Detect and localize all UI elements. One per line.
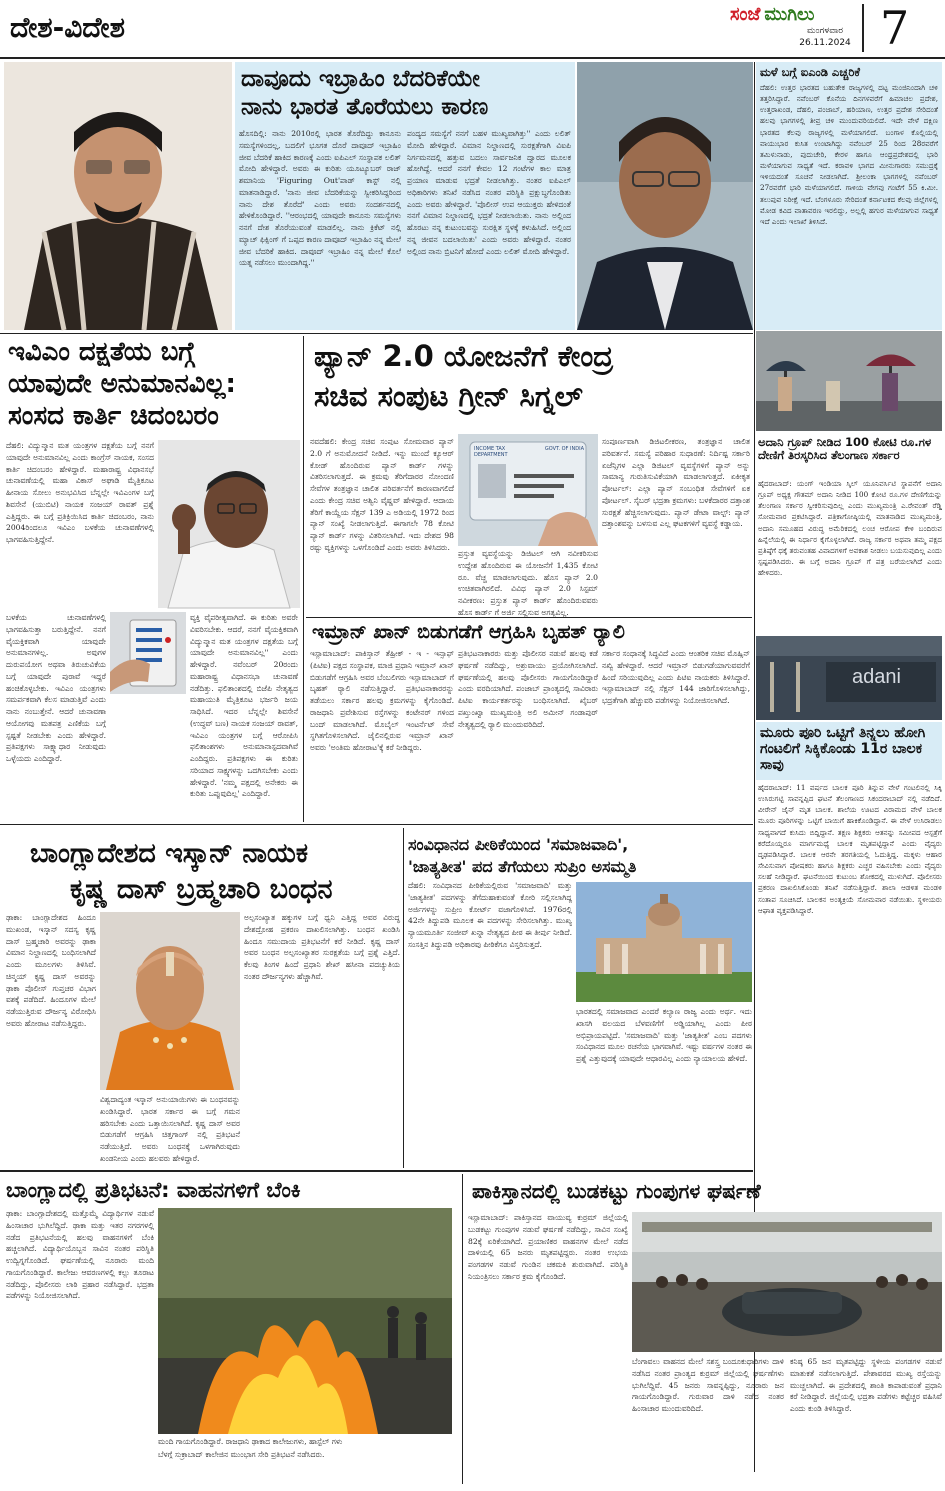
pan-card-govt: GOVT. OF INDIA (544, 446, 584, 452)
imran-col2: ಪ್ರತಿಭಟನಾಕಾರರು ಮತ್ತು ಪೊಲೀಸರ ನಡುವೆ ಹಲವು ಕಡೆ ಘರ್ಷಣೆ ನಡೆದಿದ್ದು, ಅಶ್ರುವಾಯು ಪ್ರಯೋಗಿಸಲಾಗಿದೆ. ಘರ್ಷಣೆಯಲ್ಲಿ ಹಲವು ಪೊಲೀಸರು ಗಾಯಗೊಂಡಿದ್ದಾರೆ ಎಂದು ವರದಿಯಾಗಿದೆ. ಪಂಜಾಬ್ ಪ್ರಾಂತ್ಯದಲ್ಲಿ ಸಾವಿರಾರು ಪಿಟಿಐ ಕಾರ್ಯಕರ್ತರನ್ನು ಬಂಧಿಸಲಾಗಿದೆ. ಖೈಬರ್ ಪಖ್ತುಂಖ್ವಾ ಮುಖ್ಯಮಂತ್ರಿ ಅಲಿ ಅಮೀನ್ ಗಂಡಾಪುರ್ ನೇತೃತ್ವದಲ್ಲಿ ರ‍್ಯಾಲಿ ಮುಂದುವರಿದಿದೆ. (458, 649, 598, 729)
page-number: 7 (880, 1, 910, 55)
evm-headline-l1: ಇವಿಎಂ ದಕ್ಷತೆಯ ಬಗ್ಗೆ (8, 337, 195, 367)
supreme-court-photo (576, 882, 752, 1002)
masthead-divider (862, 4, 864, 52)
rain-story (756, 62, 942, 330)
newspaper-logo (730, 4, 860, 26)
dawood-col2: ಪಂದ್ಯದ ಸಮಸ್ಯೆಗೆ ನನಗೆ ಬಹಳ ಮುಖ್ಯವಾಗಿತ್ತು'' ಎಂದು ಲಲಿತ್ ಮೋದಿ ಹೇಳಿದ್ದಾರೆ. ವಿಮಾನ ನಿಲ್ದಾಣದಲ್ಲಿ ಸುರಕ್ಷತೆಗಾಗಿ ವಿಐಪಿ ನಿರ್ಗಮನದಲ್ಲಿ ಹತ್ತುವ ಬದಲು ಸಾರ್ವಜನಿಕ ದ್ವಾರದ ಮೂಲಕ ಹೋಗಿದ್ದೆ. ಆದರೆ ನನಗೆ ಕೇವಲ 12 ಗಂಟೆಗಳ ಕಾಲ ಮಾತ್ರ ಪ್ರಯಾಣ ಮಾಡುವ ಭದ್ರತೆ ನೀಡಲಾಗಿತ್ತು. ನಂತರ ಐಪಿಎಲ್ ಅಧಿಕಾರಿಗಳು ತನಿಖೆ ನಡೆಸಿದ ನಂತರ ಪರಿಸ್ಥಿತಿ ಪ್ರಕ್ಷುಬ್ಧಗೊಂಡಿತು ಎಂದು ಅವರು ಹೇಳಿದ್ದಾರೆ. 'ಪೊಲೀಸ್ ಉಪ ಆಯುಕ್ತರು ಹೇಳಿದಂತೆ ನನಗೆ ವಿಮಾನ ನಿಲ್ದಾಣದಲ್ಲಿ ಭದ್ರತೆ ನೀಡಲಾಯಿತು. ನಾನು ಅಲ್ಲಿಂದ ಹೊರಟು ನನ್ನ ಕುಟುಂಬವನ್ನು ಸುರಕ್ಷಿತ ಸ್ಥಳಕ್ಕೆ ಕಳುಹಿಸಿದೆ. ಅಲ್ಲಿಂದ ನನ್ನ ಜೀವನ ಬದಲಾಯಿತು' ಎಂದು ಅವರು ಹೇಳಿದ್ದಾರೆ. ನಂತರ ಅಲ್ಲಿಂದ ನಾನು ಬ್ರಿಟನಿಗೆ ಹೋದೆ ಎಂದು ಲಲಿತ್ ಮೋದಿ ಹೇಳಿದ್ದಾರೆ. (407, 129, 571, 256)
pan-headline (310, 338, 752, 430)
pan-headline-l1: ಪ್ಯಾನ್ 2.0 ಯೋಜನೆಗೆ ಕೇಂದ್ರ (314, 339, 614, 373)
rule-imran-top (306, 617, 752, 618)
rain-body: ದೆಹಲಿ: ಉತ್ತರ ಭಾರತದ ಬಹುತೇಕ ರಾಜ್ಯಗಳಲ್ಲಿ ದಟ್ಟ ಮಂಜಿನಿಂದಾಗಿ ಚಳಿ ತತ್ತರಿಸಿದ್ದಾರೆ. ನವೆಂಬರ್ ಕೊನೆಯ ದಿನಗಳವರೆಗೆ ಹಿಮಾಚಲ ಪ್ರದೇಶ, ಉತ್ತರಾಖಂಡ, ದೆಹಲಿ, ಪಂಜಾಬ್, ಹರಿಯಾಣ, ಉತ್ತರ ಪ್ರದೇಶ ಸೇರಿದಂತೆ ಹಲವು ಭಾಗಗಳಲ್ಲಿ ತೀವ್ರ ಚಳಿ ಮುಂದುವರಿಯಲಿದೆ. ಇದೇ ವೇಳೆ ದಕ್ಷಿಣ ಭಾರತದ ಕೆಲವು ರಾಜ್ಯಗಳಲ್ಲಿ ಮಳೆಯಾಗಲಿದೆ. ಬಂಗಾಳ ಕೊಲ್ಲಿಯಲ್ಲಿ ವಾಯುಭಾರ ಕುಸಿತ ಉಂಟಾಗಿದ್ದು ನವೆಂಬರ್ 25 ರಿಂದ 28ರವರೆಗೆ ತಮಿಳುನಾಡು, ಪುದುಚೇರಿ, ಕೇರಳ ಹಾಗೂ ಆಂಧ್ರಪ್ರದೇಶದಲ್ಲಿ ಭಾರಿ ಮಳೆಯಾಗುವ ಸಾಧ್ಯತೆ ಇದೆ. ಕರಾವಳಿ ಭಾಗದ ಮೀನುಗಾರರು ಸಮುದ್ರಕ್ಕೆ ಇಳಿಯದಂತೆ ಸೂಚನೆ ನೀಡಲಾಗಿದೆ. ಶ್ರೀಲಂಕಾ ಭಾಗಗಳಲ್ಲಿ ನವೆಂಬರ್ 27ರವರೆಗೆ ಭಾರಿ ಮಳೆಯಾಗಲಿದೆ. ಗಾಳಿಯ ವೇಗವು ಗಂಟೆಗೆ 55 ಕಿ.ಮೀ. ತಲುಪುವ ನಿರೀಕ್ಷೆ ಇದೆ. ಬೆಂಗಳೂರು ಸೇರಿದಂತೆ ಕರ್ನಾಟಕದ ಕೆಲವು ಜಿಲ್ಲೆಗಳಲ್ಲಿ ಮೋಡ ಕವಿದ ವಾತಾವರಣ ಇರಲಿದ್ದು, ಅಲ್ಲಲ್ಲಿ ಹಗುರ ಮಳೆಯಾಗುವ ಸಾಧ್ಯತೆ ಇದೆ ಎಂದು ಇಲಾಖೆ ತಿಳಿಸಿದೆ. (760, 83, 938, 226)
protest-caption-l1: ಮಂದಿ ಗಾಯಗೊಂಡಿದ್ದಾರೆ. ರಾಜಧಾನಿ ಢಾಕಾದ ಕಾಲೇಜುಗಳು, ಹಾಸ್ಟೆಲ್ ಗಳು (158, 1437, 343, 1446)
pan-card-photo (458, 434, 598, 546)
gangs-col1: ಇಸ್ಲಾಮಾಬಾದ್: ಪಾಕಿಸ್ತಾನದ ವಾಯುವ್ಯ ಕುರ್ರಮ್ ಜಿಲ್ಲೆಯಲ್ಲಿ ಬುಡಕಟ್ಟು ಗುಂಪುಗಳ ನಡುವೆ ಘರ್ಷಣೆ ನಡೆದಿದ್ದು, ಸಾವಿನ ಸಂಖ್ಯೆ 82ಕ್ಕೆ ಏರಿಕೆಯಾಗಿದೆ. ಪ್ರಯಾಣಿಕರ ವಾಹನಗಳ ಮೇಲೆ ನಡೆದ ದಾಳಿಯಲ್ಲಿ 65 ಜನರು ಮೃತಪಟ್ಟಿದ್ದರು. ನಂತರ ಉಭಯ ಪಂಗಡಗಳ ನಡುವೆ ಗುಂಡಿನ ಚಕಮಕಿ ಶುರುವಾಗಿದೆ. ಪರಿಸ್ಥಿತಿ ನಿಯಂತ್ರಿಸಲು ಸರ್ಕಾರ ಕ್ರಮ ಕೈಗೊಂಡಿದೆ. (468, 1213, 628, 1281)
masthead (0, 0, 945, 58)
rule-iskcon-top (0, 824, 753, 825)
pan-col3: ಸಂಪೂರ್ಣವಾಗಿ ಡಿಜಿಟಲೀಕರಣ, ತಂತ್ರಜ್ಞಾನ ಚಾಲಿತ ಪರಿವರ್ತನೆ. ಸಮಸ್ಯೆ ಪರಿಹಾರ ಸುಧಾರಣೆ: ನಿರ್ದಿಷ್ಟ ಸರ್ಕಾರಿ ಏಜೆನ್ಸಿಗಳ ಎಲ್ಲಾ ಡಿಜಿಟಲ್ ವ್ಯವಸ್ಥೆಗಳಿಗೆ ಪ್ಯಾನ್ ಅನ್ನು ಸಾಮಾನ್ಯ ಗುರುತಿಸುವಿಕೆಯಾಗಿ ಮಾಡಲಾಗುತ್ತದೆ. ಏಕೀಕೃತ ಪೋರ್ಟಲ್: ಎಲ್ಲಾ ಪ್ಯಾನ್ ಸಂಬಂಧಿತ ಸೇವೆಗಳಿಗೆ ಏಕ ಪೋರ್ಟಲ್. ಸೈಬರ್ ಭದ್ರತಾ ಕ್ರಮಗಳು: ಬಳಕೆದಾರರ ದತ್ತಾಂಶ ಸುರಕ್ಷತೆ ಹೆಚ್ಚಿಸಲಾಗುವುದು. ಪ್ಯಾನ್ ಡೇಟಾ ವಾಲ್ಟ್: ಪ್ಯಾನ್ ದತ್ತಾಂಶವನ್ನು ಬಳಸುವ ಎಲ್ಲ ಘಟಕಗಳಿಗೆ ವ್ಯವಸ್ಥೆ ಕಡ್ಡಾಯ. (602, 437, 750, 529)
evm-right-col: ವ್ಯಕ್ತಿ ವೈಪರೀತ್ಯವಾಗಿದೆ. ಈ ಕುರಿತು ಅವರೇ ವಿವರಿಸಬೇಕು. ಆದರೆ, ನನಗೆ ವೈಯಕ್ತಿಕವಾಗಿ ವಿದ್ಯುನ್ಮಾನ ಮತ ಯಂತ್ರಗಳ ದಕ್ಷತೆಯ ಬಗ್ಗೆ ಯಾವುದೇ ಅನುಮಾನವಿಲ್ಲ'' ಎಂದು ಹೇಳಿದ್ದಾರೆ. ನವೆಂಬರ್ 20ರಂದು ಮಹಾರಾಷ್ಟ್ರ ವಿಧಾನಸಭಾ ಚುನಾವಣೆ ನಡೆದಿತ್ತು. ಫಲಿತಾಂಶದಲ್ಲಿ ಬಿಜೆಪಿ ನೇತೃತ್ವದ ಮಹಾಯುತಿ ಮೈತ್ರಿಕೂಟ ಭರ್ಜರಿ ಜಯ ಸಾಧಿಸಿದೆ. ಇದರ ಬೆನ್ನಲ್ಲೇ ಶಿವಸೇನೆ (ಉದ್ಧವ್ ಬಣ) ನಾಯಕ ಸಂಜಯ್ ರಾವತ್, ಇವಿಎಂ ಯಂತ್ರಗಳ ಬಗ್ಗೆ ಆರೋಪಿಸಿ ಫಲಿತಾಂಶಗಳು ಅನುಮಾನಾಸ್ಪದವಾಗಿವೆ ಎಂದಿದ್ದರು. ಪ್ರತಿಪಕ್ಷಗಳು ಈ ಕುರಿತು ಸರಿಯಾದ ಸಾಕ್ಷ್ಯಗಳನ್ನು ಒದಗಿಸಬೇಕು ಎಂದು ಹೇಳಿದ್ದಾರೆ. 'ನಮ್ಮ ಪಕ್ಷದಲ್ಲಿ ಅನೇಕರು ಈ ಕುರಿತು ಒಪ್ಪುವುದಿಲ್ಲ' ಎಂದಿದ್ದಾರೆ. (190, 613, 299, 799)
evm-machine-photo (110, 612, 186, 694)
pan-headline-l2: ಸಚಿವ ಸಂಪುಟ ಗ್ರೀನ್ ಸಿಗ್ನಲ್ (314, 379, 583, 413)
logo-part-a: ಸಂಜೆ (730, 4, 761, 25)
protest-fire-photo (158, 1208, 452, 1434)
sc-headline-l2: 'ಜಾತ್ಯತೀತ' ಪದ ತೆಗೆಯಲು ಸುಪ್ರಿಂ ಅಸಮ್ಮತಿ (408, 857, 637, 876)
dawood-headline-l2: ನಾನು ಭಾರತ ತೊರೆಯಲು ಕಾರಣ (241, 94, 489, 120)
krishna-das-photo (100, 912, 240, 1090)
dawood-photo (4, 62, 232, 330)
adani-sign: adani (852, 666, 901, 688)
imran-headline: ಇಮ್ರಾನ್ ಖಾನ್ ಬಿಡುಗಡೆಗೆ ಆಗ್ರಹಿಸಿ ಬೃಹತ್ ರ‍್ಯಾಲಿ (312, 621, 625, 643)
dawood-col1: ಹೊಸದಿಲ್ಲಿ: ನಾನು 2010ರಲ್ಲಿ ಭಾರತ ತೊರೆದಿದ್ದು ಕಾನೂನು ಸಮಸ್ಯೆಗಳಿಂದಲ್ಲ, ಬದಲಿಗೆ ಭೂಗತ ದೊರೆ ದಾವೂದ್ ಇಬ್ರಾಹಿಂ ಜೀವ ಬೆದರಿಕೆ ಹಾಕಿದ ಕಾರಣಕ್ಕೆ ಎಂದು ಐಪಿಎಲ್ ಸಂಸ್ಥಾಪಕ ಲಲಿತ್ ಮೋದಿ ಹೇಳಿದ್ದಾರೆ. ಅವರು ಈ ಕುರಿತು ಯೂಟ್ಯೂಬರ್ ರಾಜ್ ಶಮಾನಿಯ 'Figuring Out'ಪಾಡ್ ಕಾಸ್ಟ್ ನಲ್ಲಿ ಮಾತನಾಡಿದ್ದಾರೆ. 'ನಾನು ಜೀವ ಬೆದರಿಕೆಯನ್ನು ಸ್ವೀಕರಿಸಿದ್ದರಿಂದ ನಾನು ದೇಶ ತೊರೆದೆ' ಎಂದು ಅವರು ಸಂದರ್ಶನದಲ್ಲಿ ಹೇಳಿಕೊಂಡಿದ್ದಾರೆ. ''ಆರಂಭದಲ್ಲಿ ಯಾವುದೇ ಕಾನೂನು ಸಮಸ್ಯೆಗಳು ನನಗೆ ದೇಶ ತೊರೆಯುವಂತೆ ಮಾಡಲಿಲ್ಲ. ನಾನು ಕ್ರಿಕೆಟ್ ನಲ್ಲಿ ಮ್ಯಾಚ್ ಫಿಕ್ಸಿಂಗ್ ಗೆ ಒಪ್ಪದ ಕಾರಣ ದಾವೂದ್ ಇಬ್ರಾಹಿಂ ನನ್ನ ಮೇಲೆ ಜೀವ ಬೆದರಿಕೆ ಹಾಕಿದ. ದಾವೂದ್ ಇಬ್ರಾಹಿಂ ನನ್ನ ಮೇಲೆ ಕೊಲೆ ಯತ್ನ ನಡೆಸಲು ಮುಂದಾಗಿದ್ದ.'' (239, 129, 401, 268)
iskcon-headline-l1: ಬಾಂಗ್ಲಾದೇಶದ ಇಸ್ಕಾನ್ ನಾಯಕ (30, 838, 308, 869)
boy-headline: ಮೂರು ಪೂರಿ ಒಟ್ಟಿಗೆ ತಿನ್ನಲು ಹೋಗಿ ಗಂಟಲಿಗೆ ಸಿಕ್ಕಿಕೊಂಡು 11ರ ಬಾಲಕ ಸಾವು (756, 722, 942, 780)
rule-evm-top (0, 333, 753, 334)
protest-caption-l2: ಬೆಳಗ್ಗೆ ಸುಕ್ರಾಬಾದ್ ಕಾಲೇಜಿನ ಮುಂಭಾಗ ಸೇರಿ ಪ್ರತಿಭಟನೆ ನಡೆಸಿದರು. (158, 1450, 325, 1459)
issue-day: ಮಂಗಳವಾರ (806, 26, 844, 36)
gangs-col3: ಕನಿಷ್ಠ 65 ಜನ ಮೃತಪಟ್ಟಿದ್ದು ಸ್ಥಳೀಯ ಪಂಗಡಗಳ ನಡುವೆ ಮಾತುಕತೆ ನಡೆಸಲಾಗುತ್ತಿದೆ. ಪೇಶಾವರದ ಮುಖ್ಯ ರಸ್ತೆಯನ್ನು ಮುಚ್ಚಲಾಗಿದೆ. ಈ ಪ್ರದೇಶದಲ್ಲಿ ಶಾಂತಿ ಕಾಪಾಡುವಂತೆ ಪ್ರಧಾನಿ ಕರೆ ನೀಡಿದ್ದಾರೆ. ಜಿಲ್ಲೆಯಲ್ಲಿ ಭದ್ರತಾ ಪಡೆಗಳು ಕಟ್ಟೆಚ್ಚರ ವಹಿಸಿವೆ ಎಂದು ಕುಂಡಿ ತಿಳಿಸಿದ್ದಾರೆ. (790, 1357, 942, 1414)
gangs-headline: ಪಾಕಿಸ್ತಾನದಲ್ಲಿ ಬುಡಕಟ್ಟು ಗುಂಪುಗಳ ಘರ್ಷಣೆ (472, 1179, 761, 1203)
iskcon-col3: ವಿಶ್ವದಾದ್ಯಂತ ಇಸ್ಕಾನ್ ಅನುಯಾಯಿಗಳು ಈ ಬಂಧನವನ್ನು ಖಂಡಿಸಿದ್ದಾರೆ. ಭಾರತ ಸರ್ಕಾರ ಈ ಬಗ್ಗೆ ಗಮನ ಹರಿಸಬೇಕು ಎಂದು ಒತ್ತಾಯಿಸಲಾಗಿದೆ. ಕೃಷ್ಣ ದಾಸ್ ಅವರ ಬಿಡುಗಡೆಗೆ ಆಗ್ರಹಿಸಿ ಚಿತ್ತಗಾಂಗ್ ನಲ್ಲಿ ಪ್ರತಿಭಟನೆ ನಡೆಯುತ್ತಿದೆ. ಅವರು ಬಂಧನಕ್ಕೆ ಒಳಗಾಗಿರುವುದು ಖಂಡನೀಯ ಎಂದು ಹಲವರು ಹೇಳಿದ್ದಾರೆ. (100, 1095, 240, 1163)
logo-part-b: ಮುಗಿಲು (764, 4, 815, 25)
rain-headline: ಮಳೆ ಬಗ್ಗೆ ಐಎಂಡಿ ಎಚ್ಚರಿಕೆ (760, 65, 861, 79)
section-title: ದೇಶ-ವಿದೇಶ (10, 11, 125, 44)
sc-col2: ಭಾರತದಲ್ಲಿ ಸಮಾಜವಾದ ಎಂದರೆ ಕಲ್ಯಾಣ ರಾಜ್ಯ ಎಂದು ಅರ್ಥ. ಇದು ಖಾಸಗಿ ವಲಯದ ಬೆಳವಣಿಗೆಗೆ ಅಡ್ಡಿಯಾಗಿಲ್ಲ ಎಂದು ಪೀಠ ಅಭಿಪ್ರಾಯಪಟ್ಟಿದೆ. 'ಸಮಾಜವಾದಿ' ಮತ್ತು 'ಜಾತ್ಯತೀತ' ಎಂಬ ಪದಗಳು ಸಂವಿಧಾನದ ಮೂಲ ರಚನೆಯ ಭಾಗವಾಗಿವೆ. ಇಷ್ಟು ವರ್ಷಗಳ ನಂತರ ಈ ಪ್ರಶ್ನೆ ಎತ್ತುವುದಕ್ಕೆ ಯಾವುದೇ ಆಧಾರವಿಲ್ಲ ಎಂದು ನ್ಯಾಯಾಲಯ ಹೇಳಿದೆ. (576, 1007, 752, 1064)
issue-date: 26.11.2024 (799, 38, 851, 48)
iskcon-headline-l2: ಕೃಷ್ಣ ದಾಸ್ ಬ್ರಹ್ಮಚಾರಿ ಬಂಧನ (70, 874, 333, 905)
dawood-headline-l1: ದಾವೂದು ಇಬ್ರಾಹಿಂ ಬೆದರಿಕೆಯೇ (241, 66, 480, 92)
iskcon-col2: ಅಲ್ಪಸಂಖ್ಯಾತ ಹಕ್ಕುಗಳ ಬಗ್ಗೆ ಧ್ವನಿ ಎತ್ತಿದ್ದ ಅವರ ವಿರುದ್ಧ ದೇಶದ್ರೋಹ ಪ್ರಕರಣ ದಾಖಲಿಸಲಾಗಿತ್ತು. ಬಂಧನ ಖಂಡಿಸಿ ಹಿಂದೂ ಸಮುದಾಯ ಪ್ರತಿಭಟನೆಗೆ ಕರೆ ನೀಡಿದೆ. ಕೃಷ್ಣ ದಾಸ್ ಅವರ ಬಂಧನ ಅಲ್ಪಸಂಖ್ಯಾತರ ಸುರಕ್ಷತೆಯ ಬಗ್ಗೆ ಪ್ರಶ್ನೆ ಎತ್ತಿದೆ. ಕೆಲವು ತಿಂಗಳ ಹಿಂದೆ ಪ್ರಧಾನಿ ಶೇಖ್ ಹಸೀನಾ ಪದಚ್ಯುತಿಯ ನಂತರ ದೌರ್ಜನ್ಯಗಳು ಹೆಚ್ಚಾಗಿವೆ. (244, 913, 400, 981)
protest-headline: ಬಾಂಗ್ಲಾದಲ್ಲಿ ಪ್ರತಿಭಟನೆ: ವಾಹನಗಳಿಗೆ ಬೆಂಕಿ (6, 1178, 301, 1202)
imran-col1: ಇಸ್ಲಾಮಾಬಾದ್: ಪಾಕಿಸ್ತಾನ್ ತೆಹ್ರೀಕ್ - ಇ - ಇನ್ಸಾಫ್ (ಪಿಟಿಐ) ಪಕ್ಷದ ಸಂಸ್ಥಾಪಕ, ಮಾಜಿ ಪ್ರಧಾನಿ ಇಮ್ರಾನ್ ಖಾನ್ ಬಿಡುಗಡೆಗೆ ಆಗ್ರಹಿಸಿ ಅವರ ಬೆಂಬಲಿಗರು ಇಸ್ಲಾಮಾಬಾದ್ ಗೆ ಬೃಹತ್ ರ‍್ಯಾಲಿ ನಡೆಸುತ್ತಿದ್ದಾರೆ. ಪ್ರತಿಭಟನಾಕಾರರನ್ನು ತಡೆಯಲು ಸರ್ಕಾರ ಹಲವು ಕ್ರಮಗಳನ್ನು ಕೈಗೊಂಡಿದೆ. ರಾಜಧಾನಿ ಪ್ರವೇಶಿಸುವ ರಸ್ತೆಗಳನ್ನು ಕಂಟೇನರ್ ಗಳಿಂದ ಬಂದ್ ಮಾಡಲಾಗಿದೆ. ಮೊಬೈಲ್ ಇಂಟರ್ನೆಟ್ ಸೇವೆ ಸ್ಥಗಿತಗೊಳಿಸಲಾಗಿದೆ. ಜೈಲಿನಲ್ಲಿರುವ ಇಮ್ರಾನ್ ಖಾನ್ ಅವರು 'ಅಂತಿಮ ಹೋರಾಟ'ಕ್ಕೆ ಕರೆ ನೀಡಿದ್ದರು. (310, 649, 454, 753)
boy-body: ಹೈದರಾಬಾದ್: 11 ವರ್ಷದ ಬಾಲಕ ಪೂರಿ ತಿನ್ನುವ ವೇಳೆ ಗಂಟಲಿನಲ್ಲಿ ಸಿಕ್ಕಿ ಉಸಿರುಗಟ್ಟಿ ಸಾವನ್ನಪ್ಪಿದ ಘಟನೆ ತೆಲಂಗಾಣದ ಸಿಕಂದರಾಬಾದ್ ನಲ್ಲಿ ನಡೆದಿದೆ. ವೀರೇನ್ ಜೈನ್ ಮೃತ ಬಾಲಕ. ಶಾಲೆಯ ಊಟದ ವಿರಾಮದ ವೇಳೆ ಬಾಲಕ ಮೂರು ಪೂರಿಗಳನ್ನು ಒಟ್ಟಿಗೆ ಬಾಯಿಗೆ ಹಾಕಿಕೊಂಡಿದ್ದಾನೆ. ಈ ವೇಳೆ ಉಸಿರಾಡಲು ಸಾಧ್ಯವಾಗದೆ ಕುಸಿದು ಬಿದ್ದಿದ್ದಾನೆ. ತಕ್ಷಣ ಶಿಕ್ಷಕರು ಆತನನ್ನು ಸಮೀಪದ ಆಸ್ಪತ್ರೆಗೆ ಕರೆದೊಯ್ದರೂ ಮಾರ್ಗಮಧ್ಯೆ ಬಾಲಕ ಮೃತಪಟ್ಟಿದ್ದಾನೆ ಎಂದು ವೈದ್ಯರು ದೃಢಪಡಿಸಿದ್ದಾರೆ. ಬಾಲಕ ಆರನೇ ತರಗತಿಯಲ್ಲಿ ಓದುತ್ತಿದ್ದ. ಮಕ್ಕಳು ಆಹಾರ ಸೇವಿಸುವಾಗ ಪೋಷಕರು ಹಾಗೂ ಶಿಕ್ಷಕರು ಎಚ್ಚರ ವಹಿಸಬೇಕು ಎಂದು ವೈದ್ಯರು ಸಲಹೆ ನೀಡಿದ್ದಾರೆ. ಘಟನೆಯಿಂದ ಕುಟುಂಬ ಶೋಕದಲ್ಲಿ ಮುಳುಗಿದೆ. ಪೊಲೀಸರು ಪ್ರಕರಣ ದಾಖಲಿಸಿಕೊಂಡು ತನಿಖೆ ನಡೆಸುತ್ತಿದ್ದಾರೆ. ಶಾಲಾ ಆಡಳಿತ ಮಂಡಳಿ ಸಂತಾಪ ಸೂಚಿಸಿದೆ. ಬಾಲಕನ ಅಂತ್ಯಕ್ರಿಯೆ ಸೋಮವಾರ ನಡೆಯಿತು. ಸ್ಥಳೀಯರು ಆಘಾತ ವ್ಯಕ್ತಪಡಿಸಿದ್ದಾರೆ. (758, 783, 942, 915)
gangs-col2: ಬೆಂಗಾವಲು ವಾಹನದ ಮೇಲೆ ಸಶಸ್ತ್ರ ಬಂದೂಕುಧಾರಿಗಳು ದಾಳಿ ನಡೆಸಿದ ನಂತರ ಪ್ರಾಂತ್ಯದ ಕುರ್ರಮ್ ಜಿಲ್ಲೆಯಲ್ಲಿ ಘರ್ಷಣೆಗಳು ಭುಗಿಲೆದ್ದಿವೆ. 45 ಜನರು ಸಾವನ್ನಪ್ಪಿದ್ದು, ನೂರಾರು ಜನ ಗಾಯಗೊಂಡಿದ್ದಾರೆ. ಗುರುವಾರ ದಾಳಿ ನಡೆದ ನಂತರ ಹಿಂಸಾಚಾರ ಮುಂದುವರಿದಿದೆ. (632, 1357, 784, 1414)
evm-headline-l2: ಯಾವುದೇ ಅನುಮಾನವಿಲ್ಲ: (8, 369, 236, 399)
karti-photo (158, 440, 300, 608)
evm-headline-l3: ಸಂಸದ ಕಾರ್ತಿ ಚಿದಂಬರಂ (8, 401, 219, 431)
iskcon-col1: ಢಾಕಾ: ಬಾಂಗ್ಲಾದೇಶದ ಹಿಂದೂ ಮುಖಂಡ, ಇಸ್ಕಾನ್ ಸದಸ್ಯ ಕೃಷ್ಣ ದಾಸ್ ಬ್ರಹ್ಮಚಾರಿ ಅವರನ್ನು ಢಾಕಾ ವಿಮಾನ ನಿಲ್ದಾಣದಲ್ಲಿ ಬಂಧಿಸಲಾಗಿದೆ ಎಂದು ಮೂಲಗಳು ತಿಳಿಸಿವೆ. ಚಿನ್ಮಯ್ ಕೃಷ್ಣ ದಾಸ್ ಅವರನ್ನು ಢಾಕಾ ಪೊಲೀಸ್ ಗುಪ್ತಚರ ವಿಭಾಗ ವಶಕ್ಕೆ ಪಡೆದಿದೆ. ಹಿಂದೂಗಳ ಮೇಲೆ ನಡೆಯುತ್ತಿರುವ ದೌರ್ಜನ್ಯ ವಿರೋಧಿಸಿ ಅವರು ಹೋರಾಟ ನಡೆಸುತ್ತಿದ್ದರು. (6, 913, 96, 1028)
gangs-crowd-photo (632, 1212, 942, 1352)
masthead-rule (0, 57, 945, 59)
adani-body: ಹೈದರಾಬಾದ್: ಯಂಗ್ ಇಂಡಿಯಾ ಸ್ಕಿಲ್ ಯೂನಿವರ್ಸಿಟಿ ಸ್ಥಾಪನೆಗೆ ಅದಾನಿ ಗ್ರೂಪ್ ಅಧ್ಯಕ್ಷ ಗೌತಮ್ ಅದಾನಿ ನೀಡಿದ 100 ಕೋಟಿ ರೂ.ಗಳ ದೇಣಿಗೆಯನ್ನು ತೆಲಂಗಾಣ ಸರ್ಕಾರ ಸ್ವೀಕರಿಸುವುದಿಲ್ಲ ಎಂದು ಮುಖ್ಯಮಂತ್ರಿ ಎ.ರೇವಂತ್ ರೆಡ್ಡಿ ಸೋಮವಾರ ಪ್ರಕಟಿಸಿದ್ದಾರೆ. ಪತ್ರಿಕಾಗೋಷ್ಠಿಯಲ್ಲಿ ಮಾತನಾಡಿದ ಮುಖ್ಯಮಂತ್ರಿ, ಅದಾನಿ ಸಮೂಹದ ವಿರುದ್ಧ ಅಮೆರಿಕದಲ್ಲಿ ಲಂಚ ಆರೋಪ ಕೇಳಿ ಬಂದಿರುವ ಹಿನ್ನೆಲೆಯಲ್ಲಿ ಈ ನಿರ್ಧಾರ ಕೈಗೊಳ್ಳಲಾಗಿದೆ. ರಾಜ್ಯ ಸರ್ಕಾರ ಅಥವಾ ತಮ್ಮ ಪಕ್ಷದ ಪ್ರತಿಷ್ಠೆಗೆ ಧಕ್ಕೆ ತರುವಂತಹ ವಿವಾದಗಳಿಗೆ ಅವಕಾಶ ನೀಡಲು ಬಯಸುವುದಿಲ್ಲ ಎಂದು ಸ್ಪಷ್ಟಪಡಿಸಿದರು. ಈ ಬಗ್ಗೆ ಅದಾನಿ ಗ್ರೂಪ್ ಗೆ ಪತ್ರ ಬರೆಯಲಾಗಿದೆ ಎಂದು ಹೇಳಿದರು. (758, 479, 942, 578)
rule-evm-pan (303, 336, 304, 822)
evm-headline (4, 338, 300, 438)
protest-col1: ಢಾಕಾ: ಬಾಂಗ್ಲಾದೇಶದಲ್ಲಿ ಮತ್ತೊಮ್ಮೆ ವಿದ್ಯಾರ್ಥಿಗಳ ನಡುವೆ ಹಿಂಸಾಚಾರ ಭುಗಿಲೆದ್ದಿದೆ. ಢಾಕಾ ಮತ್ತು ಇತರ ನಗರಗಳಲ್ಲಿ ನಡೆದ ಪ್ರತಿಭಟನೆಯಲ್ಲಿ ಹಲವು ವಾಹನಗಳಿಗೆ ಬೆಂಕಿ ಹಚ್ಚಲಾಗಿದೆ. ವಿದ್ಯಾರ್ಥಿಯೊಬ್ಬನ ಸಾವಿನ ನಂತರ ಪರಿಸ್ಥಿತಿ ಉದ್ವಿಗ್ನಗೊಂಡಿದೆ. ಘರ್ಷಣೆಯಲ್ಲಿ ನೂರಾರು ಮಂದಿ ಗಾಯಗೊಂಡಿದ್ದಾರೆ. ಕಾಲೇಜು ಆವರಣಗಳಲ್ಲಿ ಕಲ್ಲು ತೂರಾಟ ನಡೆದಿದ್ದು, ಪೊಲೀಸರು ಲಾಠಿ ಪ್ರಹಾರ ನಡೆಸಿದ್ದಾರೆ. ಭದ್ರತಾ ಪಡೆಗಳನ್ನು ನಿಯೋಜಿಸಲಾಗಿದೆ. (6, 1209, 154, 1301)
adani-headline: ಅದಾನಿ ಗ್ರೂಪ್ ನೀಡಿದ 100 ಕೋಟಿ ರೂ.ಗಳ ದೇಣಿಗೆ ತಿರಸ್ಕರಿಸಿದ ತೆಲಂಗಾಣ ಸರ್ಕಾರ (758, 435, 932, 463)
sc-col1: ದೆಹಲಿ: ಸಂವಿಧಾನದ ಪೀಠಿಕೆಯಲ್ಲಿರುವ 'ಸಮಾಜವಾದಿ' ಮತ್ತು 'ಜಾತ್ಯತೀತ' ಪದಗಳನ್ನು ತೆಗೆದುಹಾಕುವಂತೆ ಕೋರಿ ಸಲ್ಲಿಸಲಾಗಿದ್ದ ಅರ್ಜಿಗಳನ್ನು ಸುಪ್ರೀಂ ಕೋರ್ಟ್ ವಜಾಗೊಳಿಸಿದೆ. 1976ರಲ್ಲಿ 42ನೇ ತಿದ್ದುಪಡಿ ಮೂಲಕ ಈ ಪದಗಳನ್ನು ಸೇರಿಸಲಾಗಿತ್ತು. ಮುಖ್ಯ ನ್ಯಾಯಮೂರ್ತಿ ಸಂಜೀವ್ ಖನ್ನಾ ನೇತೃತ್ವದ ಪೀಠ ಈ ತೀರ್ಪು ನೀಡಿದೆ. ಸಂಸತ್ತಿನ ತಿದ್ದುಪಡಿ ಅಧಿಕಾರವು ಪೀಠಿಕೆಗೂ ವಿಸ್ತರಿಸುತ್ತದೆ. (408, 881, 572, 949)
pan-col1: ನವದೆಹಲಿ: ಕೇಂದ್ರ ಸಚಿವ ಸಂಪುಟ ಸೋಮವಾರ ಪ್ಯಾನ್ 2.0 ಗೆ ಅನುಮೋದನೆ ನೀಡಿದೆ. ಇನ್ನು ಮುಂದೆ ಕ್ಯೂಆರ್ ಕೋಡ್ ಹೊಂದಿರುವ ಪ್ಯಾನ್ ಕಾರ್ಡ್ ಗಳನ್ನು ವಿತರಿಸಲಾಗುತ್ತದೆ. ಈ ಕ್ರಮವು ತೆರಿಗೆದಾರರ ನೋಂದಣಿ ಸೇವೆಗಳ ತಂತ್ರಜ್ಞಾನ ಚಾಲಿತ ಪರಿವರ್ತನೆಗೆ ಕಾರಣವಾಗಲಿದೆ ಎಂದು ಕೇಂದ್ರ ಸಚಿವ ಅಶ್ವಿನಿ ವೈಷ್ಣವ್ ಹೇಳಿದ್ದಾರೆ. ಆದಾಯ ತೆರಿಗೆ ಕಾಯ್ದೆಯ ಸೆಕ್ಷನ್ 139 ಎ ಅಡಿಯಲ್ಲಿ 1972 ರಿಂದ ಪ್ಯಾನ್ ಸಂಖ್ಯೆ ನೀಡಲಾಗುತ್ತಿದೆ. ಈಗಾಗಲೇ 78 ಕೋಟಿ ಪ್ಯಾನ್ ಕಾರ್ಡ್ ಗಳನ್ನು ವಿತರಿಸಲಾಗಿದೆ. ಇದು ದೇಶದ 98 ರಷ್ಟು ವ್ಯಕ್ತಿಗಳನ್ನು ಒಳಗೊಂಡಿದೆ ಎಂದು ಅವರು ತಿಳಿಸಿದರು. (310, 437, 454, 552)
rule-iskcon-sc (403, 828, 404, 1168)
rule-protest-gangs (462, 1174, 463, 1484)
rain-photo (756, 331, 942, 431)
evm-intro: ದೆಹಲಿ: ವಿದ್ಯುನ್ಮಾನ ಮತ ಯಂತ್ರಗಳ ದಕ್ಷತೆಯ ಬಗ್ಗೆ ನನಗೆ ಯಾವುದೇ ಅನುಮಾನವಿಲ್ಲ ಎಂದು ಕಾಂಗ್ರೆಸ್ ನಾಯಕ, ಸಂಸದ ಕಾರ್ತಿ ಚಿದಂಬರಂ ಹೇಳಿದ್ದಾರೆ. ಮಹಾರಾಷ್ಟ್ರ ವಿಧಾನಸಭೆ ಚುನಾವಣೆಯಲ್ಲಿ ಮಹಾ ವಿಕಾಸ್ ಅಘಾಡಿ ಮೈತ್ರಿಕೂಟ ಹೀನಾಯ ಸೋಲು ಅನುಭವಿಸಿದ ಬೆನ್ನಲ್ಲೇ ಇವಿಎಂಗಳ ಬಗ್ಗೆ ಶಿವಸೇನೆ (ಯುಬಿಟಿ) ನಾಯಕ ಸಂಜಯ್ ರಾವತ್ ಪ್ರಶ್ನೆ ಎತ್ತಿದ್ದರು. ಈ ಬಗ್ಗೆ ಪ್ರತಿಕ್ರಿಯಿಸಿದ ಕಾರ್ತಿ ಚಿದಂಬರಂ, ನಾನು 2004ರಿಂದಲೂ ಇವಿಎಂ ಬಳಕೆಯ ಚುನಾವಣೆಗಳಲ್ಲಿ ಭಾಗವಹಿಸುತ್ತಿದ್ದೇನೆ. (6, 441, 154, 545)
lalit-modi-photo (577, 62, 753, 330)
imran-col3: ಸರ್ಕಾರ ಸಂಧಾನಕ್ಕೆ ಸಿದ್ಧವಿದೆ ಎಂದು ಆಂತರಿಕ ಸಚಿವ ಮೊಹ್ಸಿನ್ ನಖ್ವಿ ಹೇಳಿದ್ದಾರೆ. ಆದರೆ ಇಮ್ರಾನ್ ಬಿಡುಗಡೆಯಾಗುವವರೆಗೆ ಹಿಂದೆ ಸರಿಯುವುದಿಲ್ಲ ಎಂದು ಪಿಟಿಐ ನಾಯಕರು ತಿಳಿಸಿದ್ದಾರೆ. ಇಸ್ಲಾಮಾಬಾದ್ ನಲ್ಲಿ ಸೆಕ್ಷನ್ 144 ಜಾರಿಗೊಳಿಸಲಾಗಿದ್ದು, ಭದ್ರತೆಗಾಗಿ ಹೆಚ್ಚುವರಿ ಪಡೆಗಳನ್ನು ನಿಯೋಜಿಸಲಾಗಿದೆ. (602, 649, 750, 706)
evm-left-col: ಬಳಕೆಯ ಚುನಾವಣೆಗಳಲ್ಲಿ ಭಾಗವಹಿಸುತ್ತಾ ಬರುತ್ತಿದ್ದೇನೆ. ನನಗೆ ವೈಯಕ್ತಿಕವಾಗಿ ಯಾವುದೇ ಅನುಮಾನಗಳಿಲ್ಲ. ಅವುಗಳ ದುರುಪಯೋಗ ಅಥವಾ ತಿರುಚುವಿಕೆಯ ಬಗ್ಗೆ ಯಾವುದೇ ಪುರಾವೆ ಇದ್ದರೆ ಹಂಚಿಕೊಳ್ಳಬೇಕು. ಇವಿಎಂ ಯಂತ್ರಗಳು ಸಮರ್ಪಕವಾಗಿ ಕೆಲಸ ಮಾಡುತ್ತಿವೆ ಎಂದು ನಾನು ನಂಬುತ್ತೇನೆ. ಆದರೆ ಚುನಾವಣಾ ಆಯೋಗವು ಮತಪತ್ರ ಎಣಿಕೆಯ ಬಗ್ಗೆ ಸ್ಪಷ್ಟತೆ ನೀಡಬೇಕು ಎಂದು ಹೇಳಿದ್ದಾರೆ. ಪ್ರತಿಪಕ್ಷಗಳು ಸಾಕ್ಷ್ಯಾಧಾರ ನೀಡುವುದು ಒಳ್ಳೆಯದು ಎಂದಿದ್ದಾರೆ. (6, 613, 106, 764)
rule-bottom-stories (0, 1170, 753, 1172)
pan-card-dept: INCOME TAX DEPARTMENT (474, 446, 508, 458)
adani-photo (756, 636, 942, 720)
sc-headline-l1: ಸಂವಿಧಾನದ ಪೀಠಿಕೆಯಿಂದ 'ಸಮಾಜವಾದಿ', (408, 835, 629, 854)
pan-col2: ಪ್ರಸ್ತುತ ವ್ಯವಸ್ಥೆಯನ್ನು ಡಿಜಿಟಲ್ ಆಗಿ ನವೀಕರಿಸುವ ಉದ್ದೇಶ ಹೊಂದಿರುವ ಈ ಯೋಜನೆಗೆ 1,435 ಕೋಟಿ ರೂ. ವೆಚ್ಚ ಮಾಡಲಾಗುವುದು. ಹೊಸ ಪ್ಯಾನ್ 2.0 ಉಚಿತವಾಗಿರಲಿದೆ. ವಿವಿಧ ಪ್ಯಾನ್ 2.0 ಸಿಸ್ಟಮ್ ನವೀಕರಣ: ಪ್ರಸ್ತುತ ಪ್ಯಾನ್ ಕಾರ್ಡ್ ಹೊಂದಿರುವವರು ಹೊಸ ಕಾರ್ಡ್ ಗೆ ಅರ್ಜಿ ಸಲ್ಲಿಸುವ ಅಗತ್ಯವಿಲ್ಲ. (458, 549, 598, 617)
dawood-story (235, 62, 575, 330)
